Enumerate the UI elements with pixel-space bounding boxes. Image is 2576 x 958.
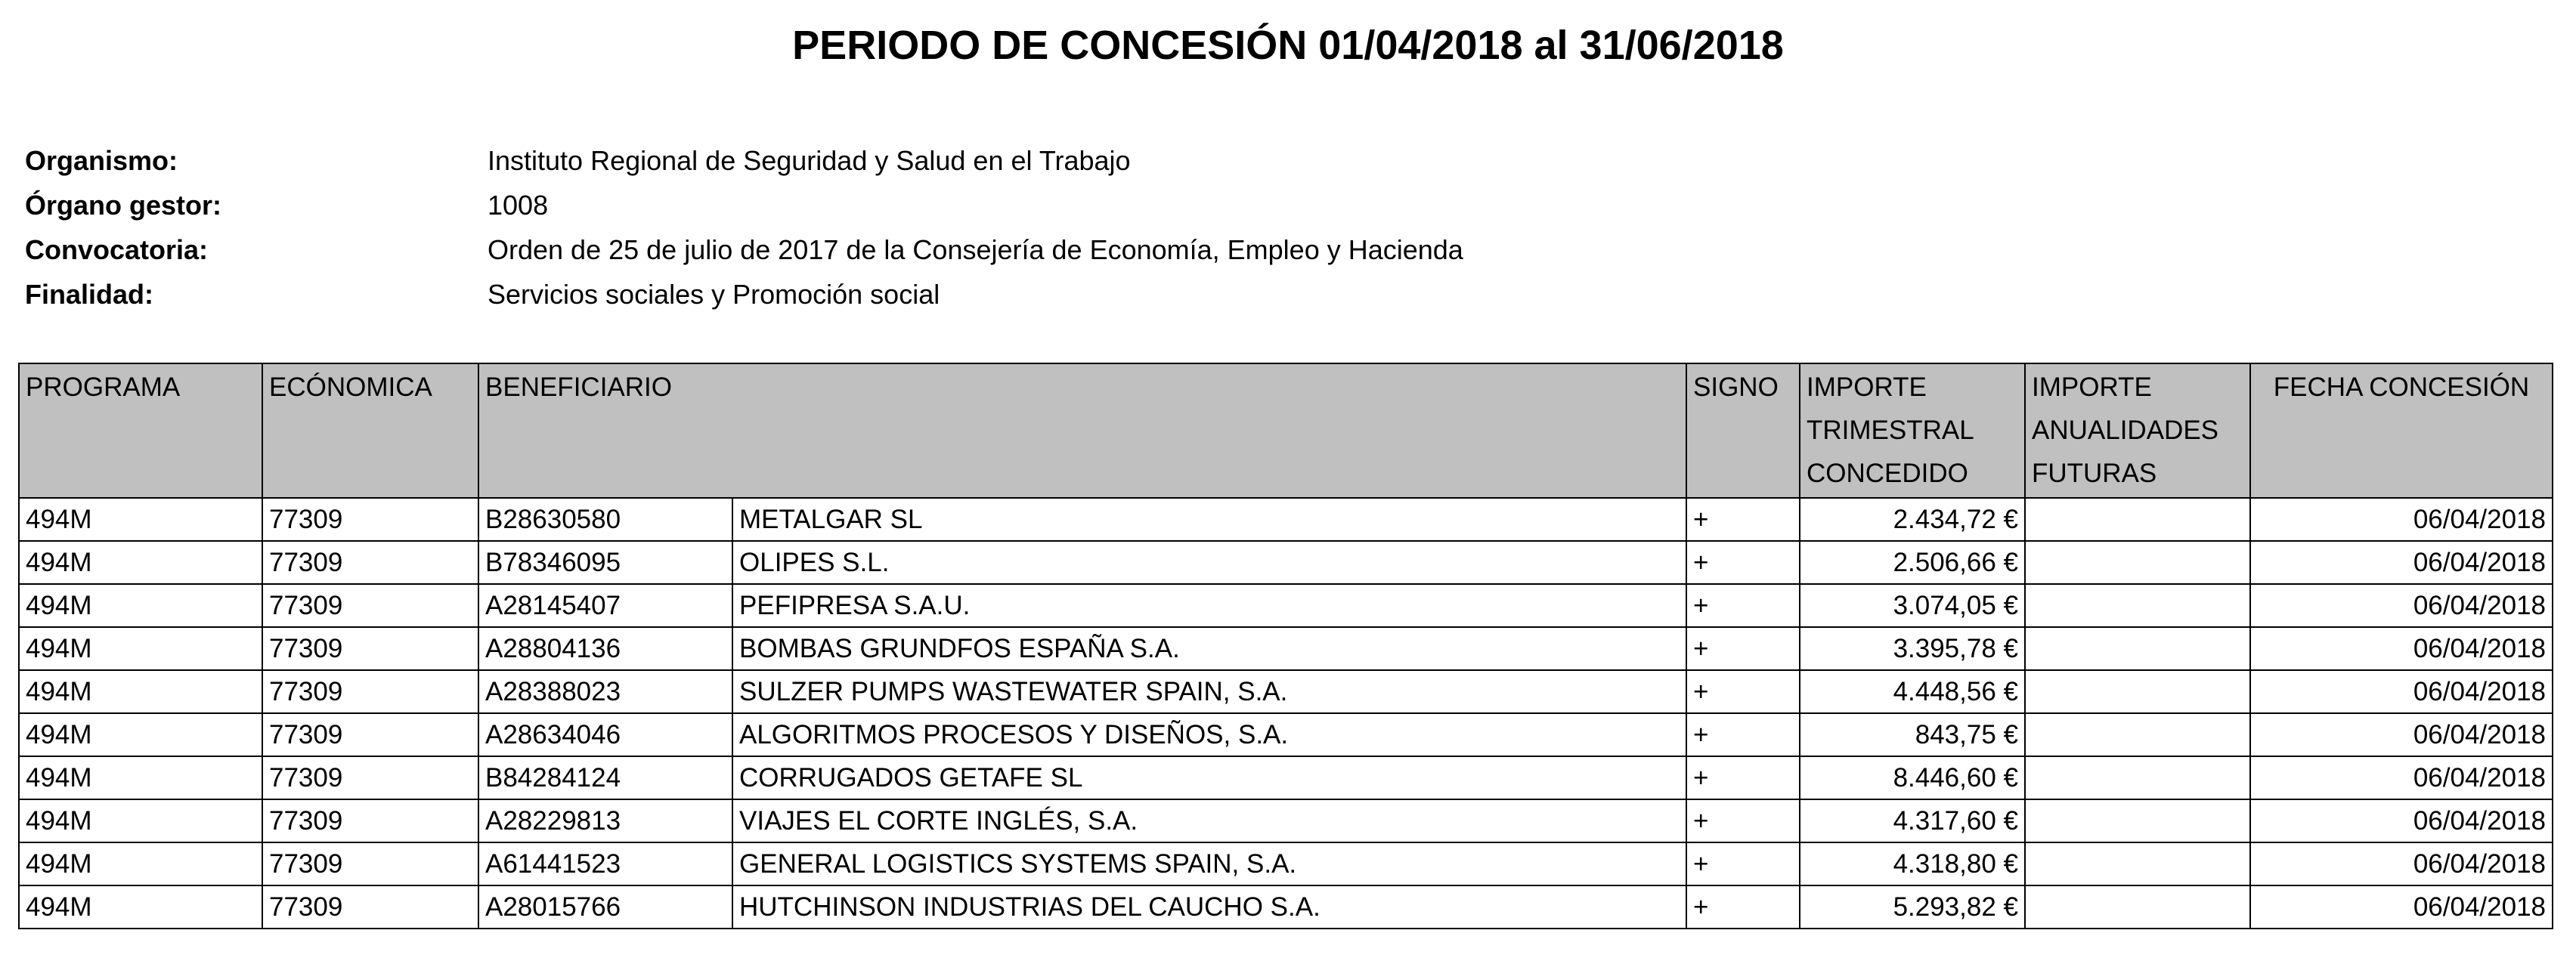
cell-nif: A28145407 [478,584,732,627]
cell-fecha: 06/04/2018 [2250,498,2553,541]
cell-nombre: ALGORITMOS PROCESOS Y DISEÑOS, S.A. [732,713,1686,756]
cell-economica: 77309 [262,498,478,541]
header-beneficiario: BENEFICIARIO [478,363,1686,498]
cell-fecha: 06/04/2018 [2250,799,2553,842]
table-row [19,885,2553,929]
header-line: TRIMESTRAL [1807,416,1974,445]
metadata-block [25,138,1463,317]
page-title: PERIODO DE CONCESIÓN 01/04/2018 al 31/06/2018 [792,23,1784,68]
cell-programa: 494M [19,498,262,541]
table-row [19,713,2553,756]
meta-row-organo-gestor [25,183,1463,227]
cell-importe: 5.293,82 € [1800,885,2025,929]
cell-importe: 4.318,80 € [1800,842,2025,885]
cell-economica: 77309 [262,627,478,670]
cell-nif: A28388023 [478,670,732,713]
cell-economica: 77309 [262,541,478,584]
cell-economica: 77309 [262,584,478,627]
cell-anualidades [2025,498,2250,541]
cell-nif: A28229813 [478,799,732,842]
cell-signo: + [1686,541,1800,584]
cell-nombre: VIAJES EL CORTE INGLÉS, S.A. [732,799,1686,842]
header-signo: SIGNO [1686,363,1800,498]
cell-fecha: 06/04/2018 [2250,842,2553,885]
cell-nombre: METALGAR SL [732,498,1686,541]
cell-nif: B28630580 [478,498,732,541]
cell-fecha: 06/04/2018 [2250,584,2553,627]
header-importe-anualidades [2025,363,2250,498]
table-row [19,756,2553,799]
cell-importe: 8.446,60 € [1800,756,2025,799]
cell-anualidades [2025,627,2250,670]
header-line: CONCEDIDO [1807,459,1968,488]
table-header-row [19,363,2553,498]
cell-signo: + [1686,799,1800,842]
cell-importe: 843,75 € [1800,713,2025,756]
cell-importe: 2.434,72 € [1800,498,2025,541]
cell-signo: + [1686,584,1800,627]
cell-importe: 4.317,60 € [1800,799,2025,842]
header-line: IMPORTE [2032,372,2152,402]
cell-nombre: OLIPES S.L. [732,541,1686,584]
cell-programa: 494M [19,885,262,929]
cell-anualidades [2025,799,2250,842]
cell-nombre: BOMBAS GRUNDFOS ESPAÑA S.A. [732,627,1686,670]
meta-row-organismo [25,138,1463,183]
cell-programa: 494M [19,670,262,713]
cell-nombre: CORRUGADOS GETAFE SL [732,756,1686,799]
meta-value: Orden de 25 de julio de 2017 de la Consejería de Economía, Empleo y Hacienda [488,233,1463,265]
cell-importe: 3.395,78 € [1800,627,2025,670]
header-line: IMPORTE [1807,372,1927,402]
header-importe-trimestral [1800,363,2025,498]
meta-row-finalidad [25,272,1463,317]
meta-value: 1008 [488,189,549,221]
header-line: FUTURAS [2032,459,2157,488]
meta-label: Finalidad: [25,278,153,310]
cell-anualidades [2025,670,2250,713]
table-row [19,498,2553,541]
table-row [19,670,2553,713]
cell-nombre: GENERAL LOGISTICS SYSTEMS SPAIN, S.A. [732,842,1686,885]
meta-value: Servicios sociales y Promoción social [488,278,940,310]
cell-nif: A28015766 [478,885,732,929]
cell-nombre: HUTCHINSON INDUSTRIAS DEL CAUCHO S.A. [732,885,1686,929]
cell-importe: 4.448,56 € [1800,670,2025,713]
header-economica: ECÓNOMICA [262,363,478,498]
cell-signo: + [1686,842,1800,885]
cell-economica: 77309 [262,799,478,842]
cell-nombre: PEFIPRESA S.A.U. [732,584,1686,627]
cell-importe: 2.506,66 € [1800,541,2025,584]
meta-label: Órgano gestor: [25,189,222,221]
header-fecha: FECHA CONCESIÓN [2250,363,2553,498]
cell-nif: A61441523 [478,842,732,885]
cell-signo: + [1686,498,1800,541]
cell-signo: + [1686,885,1800,929]
cell-fecha: 06/04/2018 [2250,713,2553,756]
cell-economica: 77309 [262,670,478,713]
cell-anualidades [2025,885,2250,929]
table-row [19,799,2553,842]
cell-anualidades [2025,756,2250,799]
header-line: ANUALIDADES [2032,416,2219,445]
cell-fecha: 06/04/2018 [2250,627,2553,670]
cell-programa: 494M [19,713,262,756]
meta-value: Instituto Regional de Seguridad y Salud en el Trabajo [488,144,1131,176]
cell-fecha: 06/04/2018 [2250,885,2553,929]
cell-fecha: 06/04/2018 [2250,541,2553,584]
cell-nif: A28804136 [478,627,732,670]
cell-signo: + [1686,713,1800,756]
cell-economica: 77309 [262,885,478,929]
cell-signo: + [1686,756,1800,799]
cell-economica: 77309 [262,756,478,799]
cell-fecha: 06/04/2018 [2250,756,2553,799]
cell-anualidades [2025,541,2250,584]
cell-nombre: SULZER PUMPS WASTEWATER SPAIN, S.A. [732,670,1686,713]
cell-economica: 77309 [262,842,478,885]
cell-programa: 494M [19,627,262,670]
cell-economica: 77309 [262,713,478,756]
cell-nif: B84284124 [478,756,732,799]
meta-label: Organismo: [25,144,178,176]
cell-programa: 494M [19,541,262,584]
cell-programa: 494M [19,842,262,885]
table-row [19,627,2553,670]
cell-nif: A28634046 [478,713,732,756]
cell-anualidades [2025,713,2250,756]
header-programa: PROGRAMA [19,363,262,498]
table-row [19,584,2553,627]
cell-anualidades [2025,842,2250,885]
cell-signo: + [1686,670,1800,713]
cell-fecha: 06/04/2018 [2250,670,2553,713]
table-row [19,541,2553,584]
meta-label: Convocatoria: [25,233,209,265]
cell-signo: + [1686,627,1800,670]
cell-programa: 494M [19,799,262,842]
cell-programa: 494M [19,584,262,627]
cell-programa: 494M [19,756,262,799]
cell-importe: 3.074,05 € [1800,584,2025,627]
table-row [19,842,2553,885]
grants-table [18,363,2553,929]
cell-anualidades [2025,584,2250,627]
cell-nif: B78346095 [478,541,732,584]
meta-row-convocatoria [25,227,1463,272]
